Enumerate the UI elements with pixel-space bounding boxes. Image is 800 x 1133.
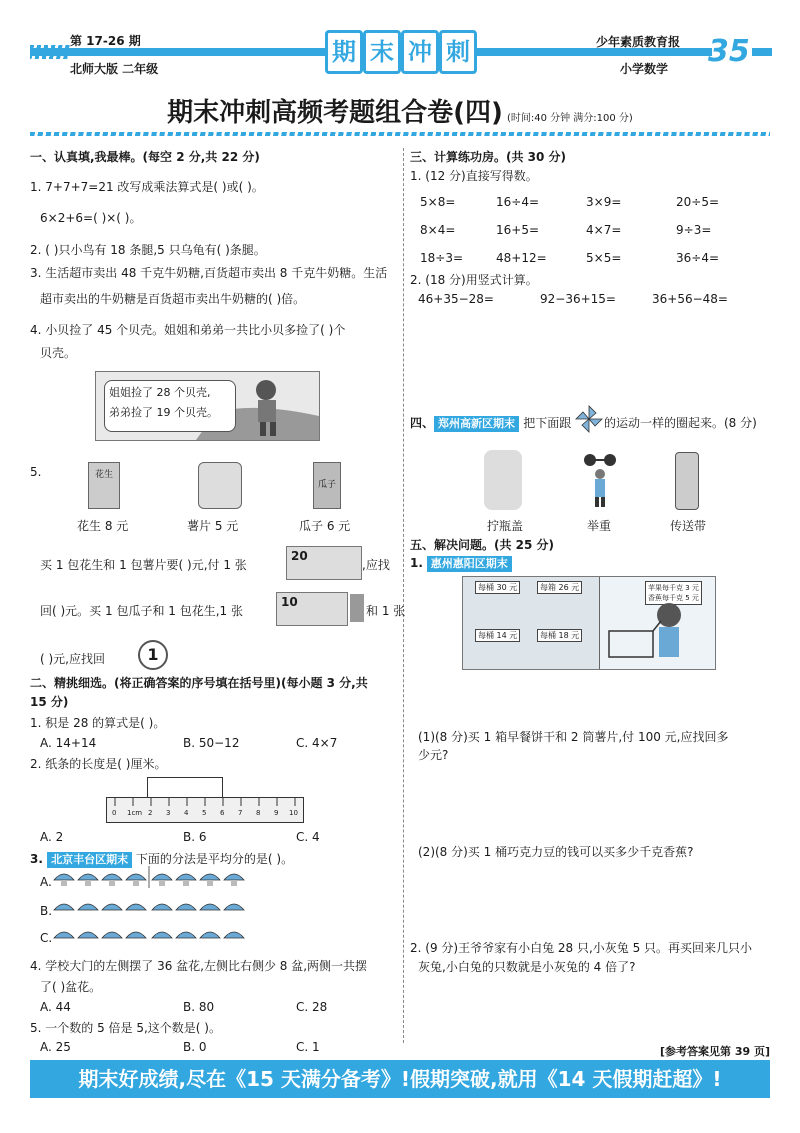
s1-q5: 5. <box>30 465 42 479</box>
section1-heading: 一、认真填,我最棒。(每空 2 分,共 22 分) <box>30 150 260 164</box>
title-meta: (时间:40 分钟 满分:100 分) <box>506 113 633 124</box>
s5-q1-label <box>410 556 512 572</box>
s5-sub1b: 少元? <box>418 748 449 762</box>
page-number: 35 <box>708 34 750 69</box>
s2-q5-optB: B. 0 <box>183 1040 207 1054</box>
shop-price-tag: 每桶 18 元 <box>537 629 582 642</box>
price-seeds: 瓜子 6 元 <box>299 519 351 533</box>
calc-r2c1: 48+12= <box>496 251 547 265</box>
region-tag: 郑州高新区期末 <box>434 416 519 432</box>
ruler-label: 4 <box>184 809 189 817</box>
s2-q2-optA: A. 2 <box>40 830 64 844</box>
mushroom-row-b <box>54 904 244 910</box>
footer-banner: 期末好成绩,尽在《15 天满分备考》!假期突破,就用《14 天假期赶超》! <box>30 1060 770 1098</box>
ruler-label: 0 <box>112 809 117 817</box>
s2-q1-optA: A. 14+14 <box>40 736 97 750</box>
mushroom-row-c <box>54 932 244 938</box>
s2-q4b: 了( )盆花。 <box>40 980 102 994</box>
banknote-20 <box>286 546 362 580</box>
q1-number: 1. <box>410 556 423 570</box>
pack-label: 花生 <box>94 470 113 480</box>
banknote-10 <box>276 592 348 626</box>
header-bar-end <box>752 48 772 56</box>
price-chips: 薯片 5 元 <box>187 519 239 533</box>
weightlifting-pic <box>583 450 617 510</box>
mushroom-groups <box>52 866 247 950</box>
ruler-label: 2 <box>148 809 153 817</box>
ruler-label: 8 <box>256 809 261 817</box>
ruler-label: 7 <box>238 809 243 817</box>
page-title <box>0 92 800 129</box>
s1-q4a: 4. 小贝捡了 45 个贝壳。姐姐和弟弟一共比小贝多捡了( )个 <box>30 323 346 337</box>
pic-label-1: 拧瓶盖 <box>487 519 524 533</box>
ruler-label: 6 <box>220 809 225 817</box>
banner-char: 末 <box>363 30 401 74</box>
seed-pack <box>313 462 341 509</box>
calc-r2c0: 18÷3= <box>420 251 464 265</box>
s2-q3-optA: A. <box>40 875 52 889</box>
issue-label: 第 17-26 期 <box>70 34 141 48</box>
s2-q5-optA: A. 25 <box>40 1040 71 1054</box>
s4-text2: 的运动一样的圈起来。(8 分) <box>604 416 757 430</box>
s1-q5b2: 和 1 张 <box>366 604 406 618</box>
note-value: 10 <box>281 595 298 609</box>
s4-text1: 把下面跟 <box>523 416 572 430</box>
s5-q2b: 灰兔,小白兔的只数就是小灰兔的 4 倍了? <box>418 960 636 974</box>
section3-heading: 三、计算练功房。(共 30 分) <box>410 150 567 164</box>
vert-2: 92−36+15= <box>540 292 616 306</box>
ruler-label: 9 <box>274 809 279 817</box>
fruit-price: 香蕉每千克 5 元 <box>648 594 699 602</box>
pack-label: 瓜子 <box>317 480 336 490</box>
ruler <box>106 797 304 823</box>
speech-bubble <box>104 380 236 432</box>
s1-q5b: 回( )元。买 1 包瓜子和 1 包花生,1 张 <box>40 604 243 618</box>
s2-q4a: 4. 学校大门的左侧摆了 36 盆花,左侧比右侧少 8 盆,两侧一共摆 <box>30 959 368 973</box>
title-text: 期末冲刺高频考题组合卷(四) <box>167 98 503 128</box>
s2-q2: 2. 纸条的长度是( )厘米。 <box>30 757 167 771</box>
banner-char: 期 <box>325 30 363 74</box>
coin: 1 <box>138 640 168 670</box>
note-value: 20 <box>291 549 308 563</box>
s2-q2-optB: B. 6 <box>183 830 207 844</box>
conveyor-pic <box>675 452 699 510</box>
fruit-price: 苹果每千克 3 元 <box>648 584 699 592</box>
s1-q1b: 6×2+6=( )×( )。 <box>40 211 142 225</box>
section2-heading-cont: 15 分) <box>30 695 69 709</box>
shop-price-tag: 每桶 14 元 <box>475 629 520 642</box>
s1-q4b: 贝壳。 <box>40 346 77 360</box>
calc-r1c0: 8×4= <box>420 223 456 237</box>
bubble-line: 姐姐捡了 28 个贝壳, <box>109 386 211 399</box>
calc-r0c1: 16÷4= <box>496 195 540 209</box>
answer-reference: [参考答案见第 39 页] <box>660 1045 771 1058</box>
weightlifter-icon <box>583 450 617 510</box>
s1-q5c: ( )元,应找回 <box>40 652 105 666</box>
shell-illustration <box>95 371 320 441</box>
ruler-label: 10 <box>289 809 298 817</box>
s2-q5-optC: C. 1 <box>296 1040 320 1054</box>
chips-bag <box>198 462 242 509</box>
price-peanut: 花生 8 元 <box>77 519 129 533</box>
header-bar-left <box>30 48 335 56</box>
shop-illustration <box>462 576 716 670</box>
s2-q5: 5. 一个数的 5 倍是 5,这个数是( )。 <box>30 1021 221 1035</box>
banner <box>325 30 475 74</box>
edition-label: 北师大版 二年级 <box>70 62 159 76</box>
s2-q2-optC: C. 4 <box>296 830 320 844</box>
s2-q1-optC: C. 4×7 <box>296 736 338 750</box>
bottle-cap-pic <box>484 450 522 510</box>
s2-q1: 1. 积是 28 的算式是( )。 <box>30 716 166 730</box>
section2-heading: 二、精挑细选。(将正确答案的序号填在括号里)(每小题 3 分,共 <box>30 676 368 690</box>
vert-1: 46+35−28= <box>418 292 494 306</box>
calc-r2c2: 5×5= <box>586 251 622 265</box>
s2-q3-optC: C. <box>40 931 53 945</box>
calc-r1c3: 9÷3= <box>676 223 712 237</box>
ruler-label: 1cm <box>127 809 143 817</box>
column-divider <box>403 148 404 1043</box>
s1-q5a: 买 1 包花生和 1 包薯片要( )元,付 1 张 <box>40 558 247 572</box>
calc-r0c3: 20÷5= <box>676 195 720 209</box>
s5-q2a: 2. (9 分)王爷爷家有小白兔 28 只,小灰兔 5 只。再买回来几只小 <box>410 941 753 955</box>
banner-char: 刺 <box>439 30 477 74</box>
pic-label-2: 举重 <box>587 519 612 533</box>
banner-char: 冲 <box>401 30 439 74</box>
region-tag: 惠州惠阳区期末 <box>427 556 512 572</box>
s1-q3a: 3. 生活超市卖出 48 千克牛奶糖,百货超市卖出 8 千克牛奶糖。生活 <box>30 266 388 280</box>
calc-r1c2: 4×7= <box>586 223 622 237</box>
region-tag: 北京丰台区期末 <box>47 852 132 868</box>
shopper-with-cart <box>603 601 713 669</box>
paper-name: 少年素质教育报 <box>596 35 681 49</box>
ruler-label: 5 <box>202 809 207 817</box>
s3-q1: 1. (12 分)直接写得数。 <box>410 169 538 183</box>
paper-strip <box>147 777 223 798</box>
s5-sub2: (2)(8 分)买 1 桶巧克力豆的钱可以买多少千克香蕉? <box>418 845 694 859</box>
s1-q1a: 1. 7+7+7=21 改写成乘法算式是( )或( )。 <box>30 180 264 194</box>
s3-q2: 2. (18 分)用竖式计算。 <box>410 273 538 287</box>
q3-number: 3. <box>30 852 48 866</box>
peanut-pack <box>88 462 120 509</box>
s1-q3b: 超市卖出的牛奶糖是百货超市卖出牛奶糖的( )倍。 <box>40 292 306 306</box>
q3-text: 下面的分法是平均分的是( )。 <box>135 852 294 866</box>
vert-3: 36+56−48= <box>652 292 728 306</box>
s2-q3-optB: B. <box>40 904 53 918</box>
calc-r0c0: 5×8= <box>420 195 456 209</box>
calc-r2c3: 36÷4= <box>676 251 720 265</box>
s1-q2: 2. ( )只小鸟有 18 条腿,5 只乌龟有( )条腿。 <box>30 243 266 257</box>
shop-price-tag: 每桶 30 元 <box>475 581 520 594</box>
s2-q4-optC: C. 28 <box>296 1000 328 1014</box>
shop-price-tag: 每箱 26 元 <box>537 581 582 594</box>
title-rule <box>30 132 770 136</box>
s5-sub1a: (1)(8 分)买 1 箱早餐饼干和 2 筒薯片,付 100 元,应找回多 <box>418 730 729 744</box>
section5-heading: 五、解决问题。(共 25 分) <box>410 538 555 552</box>
s2-q4-optB: B. 80 <box>183 1000 215 1014</box>
pic-label-3: 传送带 <box>670 519 707 533</box>
ruler-label: 3 <box>166 809 171 817</box>
pinwheel-icon <box>574 404 604 434</box>
s1-q5a2: ,应找 <box>362 558 390 572</box>
section4-heading <box>410 414 571 432</box>
s4-num: 四、 <box>410 416 435 430</box>
calc-r0c2: 3×9= <box>586 195 622 209</box>
calc-r1c1: 16+5= <box>496 223 540 237</box>
s2-q4-optA: A. 44 <box>40 1000 71 1014</box>
subject-label: 小学数学 <box>620 62 669 76</box>
bubble-line: 弟弟捡了 19 个贝壳。 <box>109 406 218 419</box>
s2-q1-optB: B. 50−12 <box>183 736 240 750</box>
banknote-edge <box>350 594 364 622</box>
